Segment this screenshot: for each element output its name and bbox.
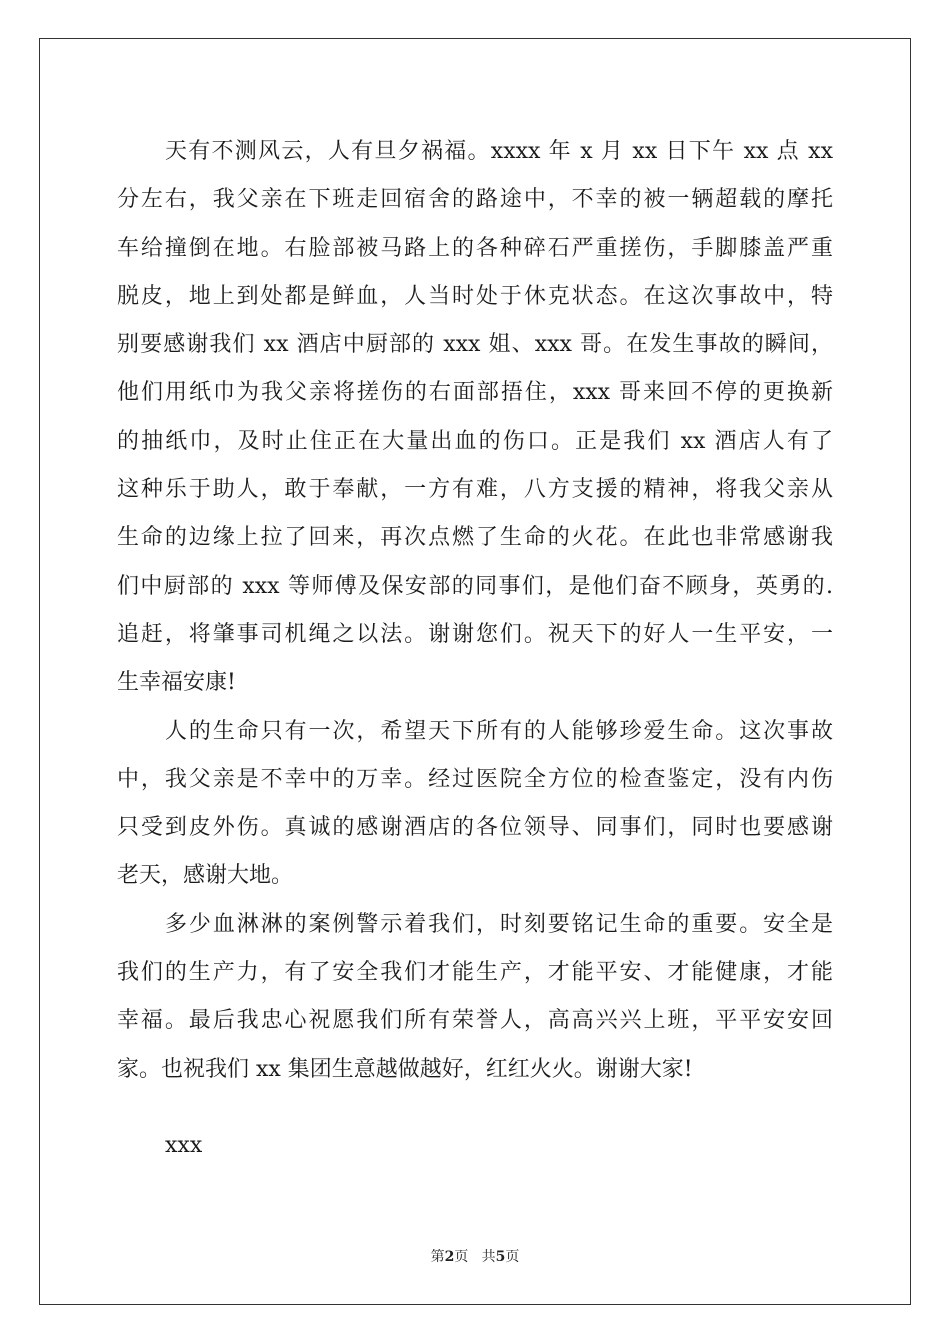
- text-line: 生命的边缘上拉了回来，再次点燃了生命的火花。在此也非常感谢我: [117, 525, 833, 551]
- text-line: 多少血淋淋的案例警示着我们，时刻要铭记生命的重要。安全是: [165, 911, 833, 937]
- text-line: 幸福。最后我忠心祝愿我们所有荣誉人，高高兴兴上班，平平安安回: [117, 1008, 833, 1034]
- text-line: 这种乐于助人，敢于奉献，一方有难，八方支援的精神，将我父亲从: [117, 477, 833, 503]
- text-line: 车给撞倒在地。右脸部被马路上的各种碎石严重搓伤，手脚膝盖严重: [117, 235, 833, 261]
- total-suffix: 页: [505, 1249, 520, 1265]
- text-line: 老天，感谢大地。: [117, 863, 294, 889]
- text-line: 家。也祝我们 xx 集团生意越做越好，红红火火。谢谢大家!: [117, 1056, 693, 1082]
- text-line: 追赶，将肇事司机绳之以法。谢谢您们。祝天下的好人一生平安，一: [117, 621, 833, 647]
- current-page-number: 2: [444, 1249, 455, 1265]
- text-line: 天有不测风云，人有旦夕祸福。xxxx 年 x 月 xx 日下午 xx 点 xx: [165, 139, 833, 164]
- page-suffix: 页: [454, 1249, 469, 1265]
- total-page-count: 5: [495, 1249, 506, 1265]
- text-line: 生幸福安康!: [117, 670, 236, 696]
- text-line: 的抽纸巾，及时止住正在大量出血的伤口。正是我们 xx 酒店人有了: [117, 428, 833, 454]
- text-line: 别要感谢我们 xx 酒店中厨部的 xxx 姐、xxx 哥。在发生事故的瞬间，: [117, 332, 833, 358]
- page-prefix: 第: [430, 1249, 445, 1265]
- text-line: 他们用纸巾为我父亲将搓伤的右面部捂住，xxx 哥来回不停的更换新: [117, 380, 833, 406]
- text-line: 我们的生产力，有了安全我们才能生产，才能平安、才能健康，才能: [117, 960, 833, 986]
- page-number-footer: [0, 1247, 950, 1267]
- text-line: 人的生命只有一次，希望天下所有的人能够珍爱生命。这次事故: [165, 718, 833, 744]
- paragraph-3: [117, 901, 833, 1094]
- text-line: 中，我父亲是不幸中的万幸。经过医院全方位的检查鉴定，没有内伤: [117, 766, 833, 792]
- document-body: [117, 128, 833, 1094]
- text-line: 们中厨部的 xxx 等师傅及保安部的同事们，是他们奋不顾身，英勇的.: [117, 573, 833, 599]
- signature: xxx: [165, 1133, 203, 1158]
- text-line: 脱皮，地上到处都是鲜血，人当时处于休克状态。在这次事故中，特: [117, 283, 833, 309]
- paragraph-2: [117, 708, 833, 901]
- text-line: 分左右，我父亲在下班走回宿舍的路途中，不幸的被一辆超载的摩托: [117, 187, 833, 213]
- paragraph-1: [117, 128, 833, 708]
- total-prefix: 共: [481, 1249, 496, 1265]
- text-line: 只受到皮外伤。真诚的感谢酒店的各位领导、同事们，同时也要感谢: [117, 815, 833, 841]
